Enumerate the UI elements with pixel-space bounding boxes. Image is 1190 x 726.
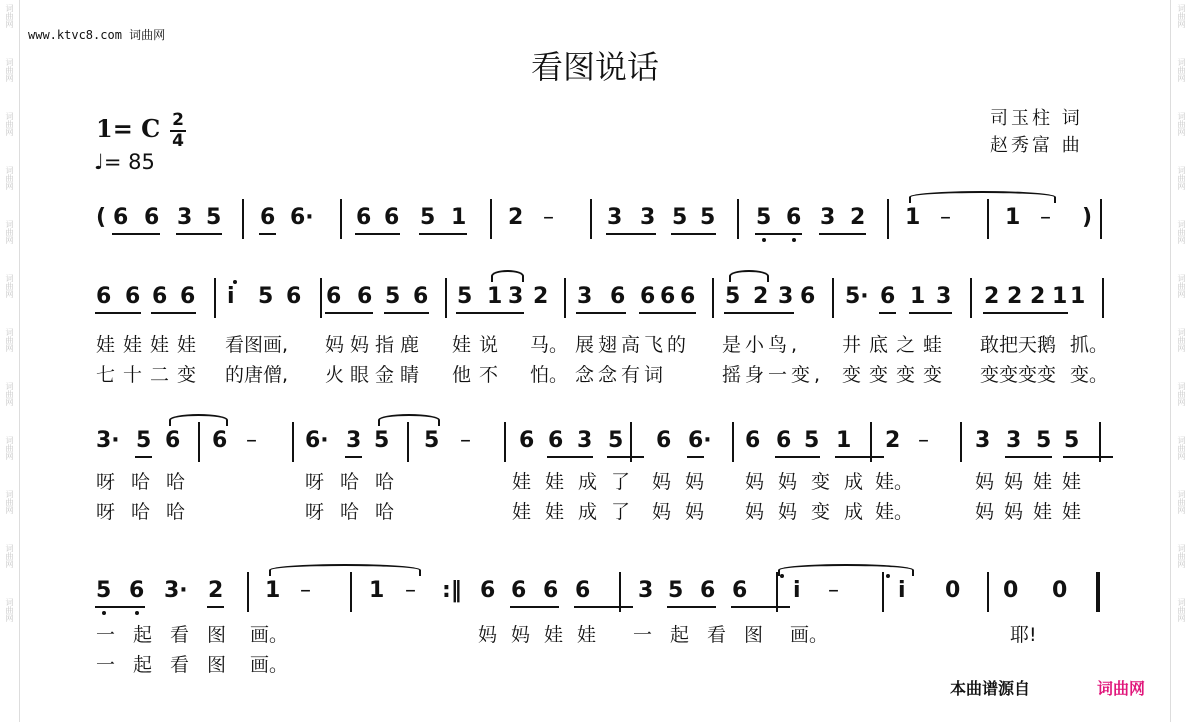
beam-line <box>176 233 222 235</box>
watermark-text: 词曲网 <box>1177 274 1186 298</box>
credits <box>990 105 1083 159</box>
lyric-word: 变。 <box>1070 364 1109 386</box>
note: 3· <box>96 428 120 453</box>
note: 5 <box>756 205 772 230</box>
barline <box>504 422 506 462</box>
lyric-line-1 <box>0 330 1190 356</box>
beam-line <box>775 456 820 458</box>
note: 5 <box>700 205 716 230</box>
note: 5 <box>1036 428 1052 453</box>
note: 6 <box>180 284 196 309</box>
note: 1 <box>1052 284 1068 309</box>
note: 1 <box>836 428 852 453</box>
note: 1 <box>369 578 385 603</box>
note: 2 <box>533 284 549 309</box>
note: 1 <box>1070 284 1086 309</box>
note: 1 <box>905 205 921 230</box>
beam-line <box>667 606 716 608</box>
lyric-word: 怕。 <box>530 364 569 386</box>
tie-arc <box>269 564 421 576</box>
parenthesis: ) <box>1082 205 1093 230</box>
note: 6 <box>745 428 761 453</box>
watermark-text: 词曲网 <box>5 274 14 298</box>
note: 6 <box>640 284 656 309</box>
watermark-text: 词曲网 <box>1177 58 1186 82</box>
beam-line <box>456 312 524 314</box>
lyric-word: 娃娃娃娃 <box>96 334 205 356</box>
note: 6 <box>700 578 716 603</box>
beam-line <box>207 606 224 608</box>
note: 5 <box>608 428 624 453</box>
note: 1 <box>910 284 926 309</box>
octave-dot-below <box>135 611 139 615</box>
note: 3 <box>640 205 656 230</box>
notation-row-3 <box>0 428 1190 468</box>
lyric-word: 变变变变 <box>842 364 951 386</box>
note: 5 <box>725 284 741 309</box>
note: 6 <box>732 578 748 603</box>
lyric-word: 耶! <box>1010 624 1037 646</box>
beam-line <box>755 233 802 235</box>
octave-dot-below <box>792 238 796 242</box>
watermark-text: 词曲网 <box>5 382 14 406</box>
note: 3 <box>577 284 593 309</box>
lyric-word: 娃说 <box>452 334 507 356</box>
barline <box>340 199 342 239</box>
composer-credit: 赵秀富 曲 <box>990 135 1083 156</box>
sustain-dash: – <box>246 428 257 453</box>
lyric-word: 呀哈哈 <box>305 471 411 493</box>
tie-arc <box>378 414 440 426</box>
watermark-text: 词曲网 <box>1177 112 1186 136</box>
barline <box>882 572 884 612</box>
watermark-text: 词曲网 <box>1177 382 1186 406</box>
watermark-text: 词曲网 <box>5 490 14 514</box>
beam-line <box>1063 456 1113 458</box>
note: i <box>227 284 235 309</box>
barline <box>198 422 200 462</box>
lyric-line-4 <box>0 497 1190 523</box>
final-barline <box>1096 572 1100 612</box>
barline <box>350 572 352 612</box>
tie-arc <box>169 414 228 426</box>
note: 2 <box>1007 284 1023 309</box>
barline <box>490 199 492 239</box>
note: 5 <box>424 428 440 453</box>
barline <box>292 422 294 462</box>
lyric-word: 娃娃成了 <box>512 471 645 493</box>
note: i <box>898 578 906 603</box>
barline <box>242 199 244 239</box>
beam-line <box>687 456 704 458</box>
tempo-mark: ♩= 85 <box>94 150 155 174</box>
barline <box>832 278 834 318</box>
tie-arc <box>491 270 524 282</box>
note: 5 <box>136 428 152 453</box>
note: 6 <box>96 284 112 309</box>
note: 3 <box>577 428 593 453</box>
lyric-word: 的唐僧, <box>225 364 289 386</box>
note: 6 <box>575 578 591 603</box>
lyric-word: 他不 <box>452 364 507 386</box>
note: 0 <box>945 578 961 603</box>
watermark-text: 词曲网 <box>1177 328 1186 352</box>
beam-line <box>547 456 593 458</box>
note: 6 <box>776 428 792 453</box>
lyric-word: 娃。 <box>875 471 914 493</box>
note: 6 <box>548 428 564 453</box>
lyric-word: 念念有词 <box>575 364 668 386</box>
note: 6· <box>688 428 712 453</box>
lyric-word: 摇身一变, <box>722 364 825 386</box>
note: 6 <box>660 284 676 309</box>
note: 5 <box>668 578 684 603</box>
barline <box>247 572 249 612</box>
lyric-word: 看图画, <box>225 334 289 356</box>
note: 3 <box>607 205 623 230</box>
beam-line <box>419 233 467 235</box>
notation-row-1 <box>0 205 1190 245</box>
lyric-word: 妈妈变成 <box>745 501 878 523</box>
beam-line <box>112 233 160 235</box>
barline <box>590 199 592 239</box>
note: 6 <box>384 205 400 230</box>
note: 6· <box>290 205 314 230</box>
lyric-line-3 <box>0 467 1190 493</box>
lyric-word: 呀哈哈 <box>305 501 411 523</box>
note: 3 <box>820 205 836 230</box>
barline <box>737 199 739 239</box>
note: i <box>793 578 801 603</box>
beam-line <box>909 312 952 314</box>
lyricist-credit: 司玉柱 词 <box>990 108 1083 129</box>
note: 5 <box>385 284 401 309</box>
note: 1 <box>1005 205 1021 230</box>
sustain-dash: – <box>828 578 839 603</box>
note: 1 <box>487 284 503 309</box>
note: 6 <box>656 428 672 453</box>
lyric-word: 抓。 <box>1070 334 1109 356</box>
sustain-dash: – <box>918 428 929 453</box>
barline <box>732 422 734 462</box>
note: 2 <box>984 284 1000 309</box>
watermark-text: 词曲网 <box>5 58 14 82</box>
watermark-text: 词曲网 <box>5 544 14 568</box>
sustain-dash: – <box>543 205 554 230</box>
note: 5 <box>206 205 222 230</box>
note: 6 <box>610 284 626 309</box>
lyric-word: 呀哈哈 <box>96 471 202 493</box>
lyric-word: 马。 <box>530 334 569 356</box>
note: 5 <box>374 428 390 453</box>
note: 3 <box>975 428 991 453</box>
watermark-text: 词曲网 <box>5 166 14 190</box>
beam-line <box>671 233 716 235</box>
note: 5 <box>1064 428 1080 453</box>
watermark-text: 词曲网 <box>5 598 14 622</box>
note: 6· <box>305 428 329 453</box>
lyric-line-6 <box>0 650 1190 676</box>
lyric-line-2 <box>0 360 1190 386</box>
beam-line <box>1005 456 1052 458</box>
note: 3 <box>778 284 794 309</box>
beam-line <box>95 312 141 314</box>
lyric-word: 呀哈哈 <box>96 501 202 523</box>
lyric-word: 妈妈指鹿 <box>325 334 426 356</box>
beam-line <box>135 456 152 458</box>
note: 1 <box>451 205 467 230</box>
beam-line <box>325 312 373 314</box>
lyric-word: 是小鸟, <box>722 334 802 356</box>
note: 2 <box>508 205 524 230</box>
watermark-text: 词曲网 <box>1177 598 1186 622</box>
tie-arc <box>909 191 1056 203</box>
beam-line <box>355 233 400 235</box>
beam-line <box>983 312 1068 314</box>
lyric-word: 展翅高飞的 <box>575 334 691 356</box>
octave-dot-above <box>233 280 237 284</box>
sustain-dash: – <box>405 578 416 603</box>
lyric-word: 一起看图 <box>633 624 782 646</box>
site-url: www.ktvc8.com 词曲网 <box>28 28 166 42</box>
note: 6 <box>880 284 896 309</box>
barline <box>987 572 989 612</box>
barline <box>407 422 409 462</box>
note: 5· <box>845 284 869 309</box>
note: 3 <box>177 205 193 230</box>
beam-line <box>345 456 362 458</box>
note: 3 <box>508 284 524 309</box>
page-title: 看图说话 <box>530 48 659 86</box>
lyric-word: 娃。 <box>875 501 914 523</box>
watermark-text: 词曲网 <box>5 220 14 244</box>
lyric-word: 妈妈娃娃 <box>478 624 611 646</box>
repeat-sign: :‖ <box>442 578 462 603</box>
barline <box>445 278 447 318</box>
watermark-text: 词曲网 <box>1177 4 1186 28</box>
lyric-word: 妈妈娃娃 <box>975 501 1092 523</box>
lyric-word: 火眼金睛 <box>325 364 426 386</box>
beam-line <box>384 312 429 314</box>
lyric-word: 娃娃成了 <box>512 501 645 523</box>
note: 5 <box>96 578 112 603</box>
beam-line <box>607 456 644 458</box>
time-signature <box>170 112 186 150</box>
note: 6 <box>286 284 302 309</box>
beam-line <box>819 233 866 235</box>
tie-arc <box>778 564 914 576</box>
note: 6 <box>212 428 228 453</box>
note: 6 <box>129 578 145 603</box>
sustain-dash: – <box>1040 205 1051 230</box>
note: 2 <box>753 284 769 309</box>
lyric-word: 七十二变 <box>96 364 205 386</box>
barline <box>712 278 714 318</box>
note: 6 <box>480 578 496 603</box>
beam-line <box>835 456 884 458</box>
note: 5 <box>258 284 274 309</box>
note: 6 <box>152 284 168 309</box>
beam-line <box>606 233 656 235</box>
barline <box>887 199 889 239</box>
note: 2 <box>885 428 901 453</box>
note: 5 <box>672 205 688 230</box>
key-signature: 1= C <box>96 114 161 143</box>
lyric-word: 妈妈 <box>652 501 719 523</box>
note: 6 <box>326 284 342 309</box>
watermark-text: 词曲网 <box>5 436 14 460</box>
footer-source-label: 本曲谱源自 <box>950 679 1031 698</box>
time-top: 2 <box>172 110 184 130</box>
note: 6 <box>800 284 816 309</box>
lyric-word: 变变变变 <box>980 364 1057 386</box>
note: 3 <box>638 578 654 603</box>
note: 6 <box>125 284 141 309</box>
note: 5 <box>804 428 820 453</box>
note: 2 <box>208 578 224 603</box>
note: 0 <box>1003 578 1019 603</box>
beam-line <box>879 312 896 314</box>
note: 5 <box>420 205 436 230</box>
note: 6 <box>113 205 129 230</box>
beam-line <box>151 312 196 314</box>
beam-line <box>259 233 276 235</box>
note: 6 <box>144 205 160 230</box>
notation-row-4 <box>0 578 1190 618</box>
footer-source-site[interactable]: 词曲网 <box>1097 679 1146 698</box>
sustain-dash: – <box>460 428 471 453</box>
note: 6 <box>680 284 696 309</box>
note: 6 <box>511 578 527 603</box>
note: 2 <box>850 205 866 230</box>
watermark-text: 词曲网 <box>1177 436 1186 460</box>
watermark-text: 词曲网 <box>5 112 14 136</box>
note: 6 <box>356 205 372 230</box>
tie-arc <box>729 270 769 282</box>
lyric-word: 妈妈娃娃 <box>975 471 1092 493</box>
beam-line <box>731 606 790 608</box>
lyric-word: 一起看图 <box>96 624 245 646</box>
note: 6 <box>786 205 802 230</box>
note: 6 <box>413 284 429 309</box>
barline <box>214 278 216 318</box>
watermark-text: 词曲网 <box>1177 544 1186 568</box>
beam-line <box>574 606 633 608</box>
note: 1 <box>265 578 281 603</box>
barline <box>320 278 322 318</box>
watermark-text: 词曲网 <box>5 4 14 28</box>
beam-line <box>576 312 626 314</box>
lyric-word: 敢把天鹅 <box>980 334 1057 356</box>
lyric-word: 妈妈 <box>652 471 719 493</box>
note: 6 <box>357 284 373 309</box>
note: 6 <box>543 578 559 603</box>
lyric-word: 画。 <box>790 624 829 646</box>
watermark-text: 词曲网 <box>1177 490 1186 514</box>
note: 6 <box>260 205 276 230</box>
octave-dot-below <box>762 238 766 242</box>
barline <box>987 199 989 239</box>
watermark-text: 词曲网 <box>1177 166 1186 190</box>
watermark-text: 词曲网 <box>5 328 14 352</box>
note: 0 <box>1052 578 1068 603</box>
lyric-word: 一起看图 <box>96 654 245 676</box>
note: 2 <box>1030 284 1046 309</box>
barline <box>970 278 972 318</box>
lyric-word: 井底之蛙 <box>842 334 951 356</box>
note: 3 <box>936 284 952 309</box>
note: 3· <box>164 578 188 603</box>
barline <box>1102 278 1104 318</box>
note: 6 <box>519 428 535 453</box>
beam-line <box>724 312 794 314</box>
time-bottom: 4 <box>172 131 184 151</box>
lyric-word: 妈妈变成 <box>745 471 878 493</box>
lyric-word: 画。 <box>250 624 289 646</box>
note: 5 <box>457 284 473 309</box>
parenthesis: ( <box>96 205 107 230</box>
notation-row-2 <box>0 284 1190 324</box>
lyric-line-5 <box>0 620 1190 646</box>
barline <box>1100 199 1102 239</box>
barline <box>564 278 566 318</box>
note: 6 <box>165 428 181 453</box>
beam-line <box>95 606 145 608</box>
sustain-dash: – <box>940 205 951 230</box>
barline <box>960 422 962 462</box>
note: 3 <box>346 428 362 453</box>
beam-line <box>510 606 559 608</box>
note: 3 <box>1006 428 1022 453</box>
lyric-word: 画。 <box>250 654 289 676</box>
beam-line <box>639 312 696 314</box>
watermark-text: 词曲网 <box>1177 220 1186 244</box>
sustain-dash: – <box>300 578 311 603</box>
octave-dot-below <box>102 611 106 615</box>
